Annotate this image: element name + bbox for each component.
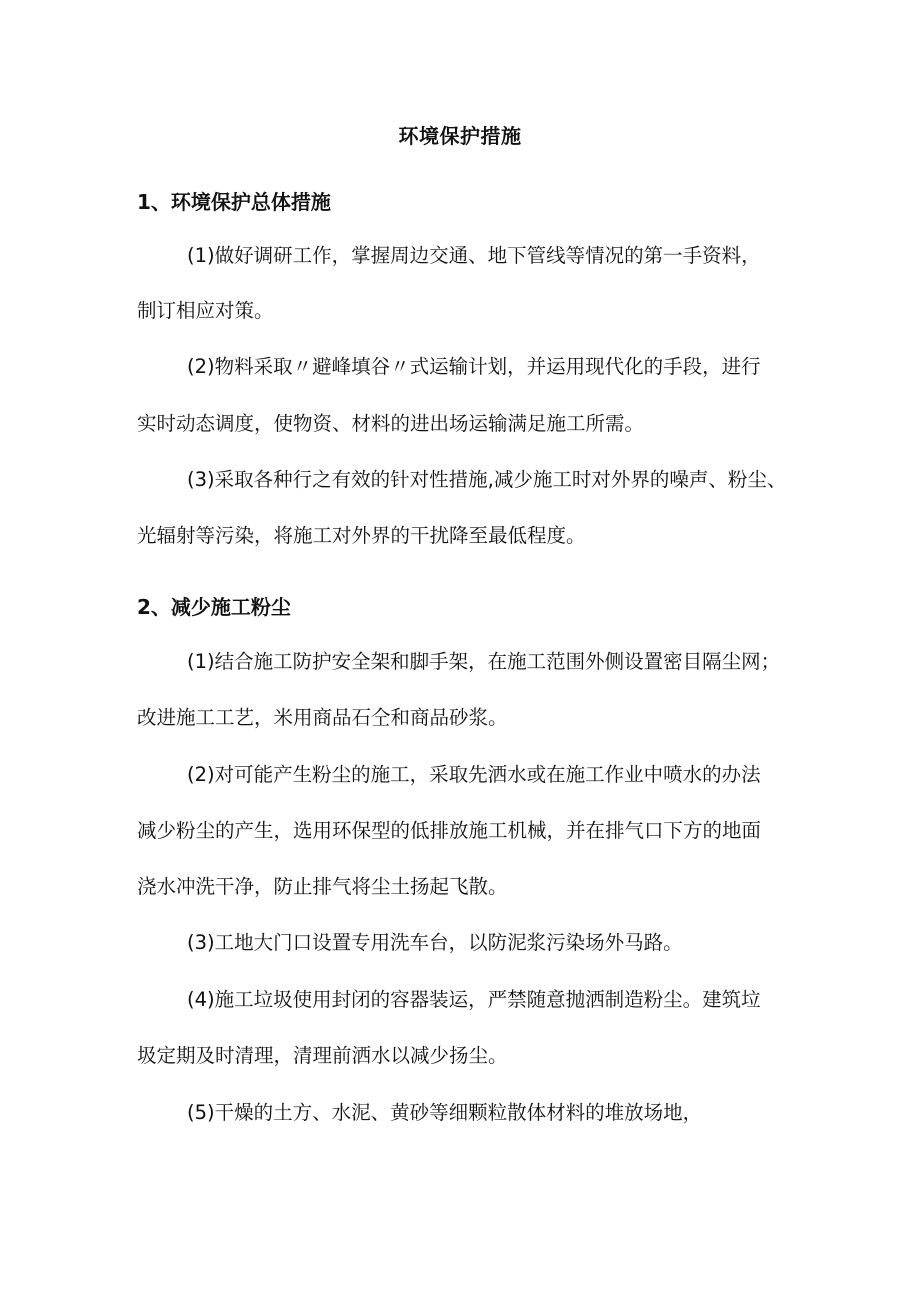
paragraph-2-1-line-1: (1)结合施工防护安全架和脚手架，在施工范围外侧设置密目隔尘网； bbox=[187, 650, 781, 673]
paragraph-2-2-line-1: (2)对可能产生粉尘的施工，采取先洒水或在施工作业中喷水的办法 bbox=[187, 763, 761, 786]
paragraph-2-1-line-2: 改进施工工艺，米用商品石仝和商品砂浆。 bbox=[137, 706, 508, 729]
paragraph-1-2-line-2: 实时动态调度，使物资、材料的进出场运输满足施工所需。 bbox=[137, 412, 645, 435]
paragraph-1-3-line-2: 光辐射等污染，将施工对外界的干扰降至最低程度。 bbox=[137, 524, 586, 547]
paragraph-1-3-line-1: (3)采取各种行之有效的针对性措施,减少施工时对外界的噪声、粉尘、 bbox=[187, 468, 787, 491]
paragraph-2-5-line-1: (5)干燥的土方、水泥、黄砂等细颗粒散体材料的堆放场地， bbox=[187, 1101, 703, 1124]
paragraph-1-2-line-1: (2)物料采取〃避峰填谷〃式运输计划，并运用现代化的手段，进行 bbox=[187, 355, 761, 378]
paragraph-2-2-line-3: 浇水冲洗干净，防止排气将尘土扬起飞散。 bbox=[137, 875, 508, 898]
paragraph-1-1-line-1: (1)做好调研工作，掌握周边交通、地下管线等情况的第一手资料， bbox=[187, 244, 761, 267]
paragraph-1-1-line-2: 制订相应对策。 bbox=[137, 299, 274, 322]
paragraph-2-3-line-1: (3)工地大门口设置专用洗车台，以防泥浆污染场外马路。 bbox=[187, 931, 683, 954]
section-heading-2: 2、减少施工粉尘 bbox=[137, 595, 291, 619]
section-heading-1: 1、环境保护总体措施 bbox=[137, 190, 331, 214]
paragraph-2-2-line-2: 减少粉尘的产生，选用环保型的低排放施工机械，并在排气口下方的地面 bbox=[137, 819, 762, 842]
paragraph-2-4-line-2: 圾定期及时清理，清理前洒水以减少扬尘。 bbox=[137, 1044, 508, 1067]
paragraph-2-4-line-1: (4)施工垃圾使用封闭的容器装运，严禁随意抛洒制造粉尘。建筑垃 bbox=[187, 988, 761, 1011]
page-title: 环境保护措施 bbox=[398, 124, 522, 148]
